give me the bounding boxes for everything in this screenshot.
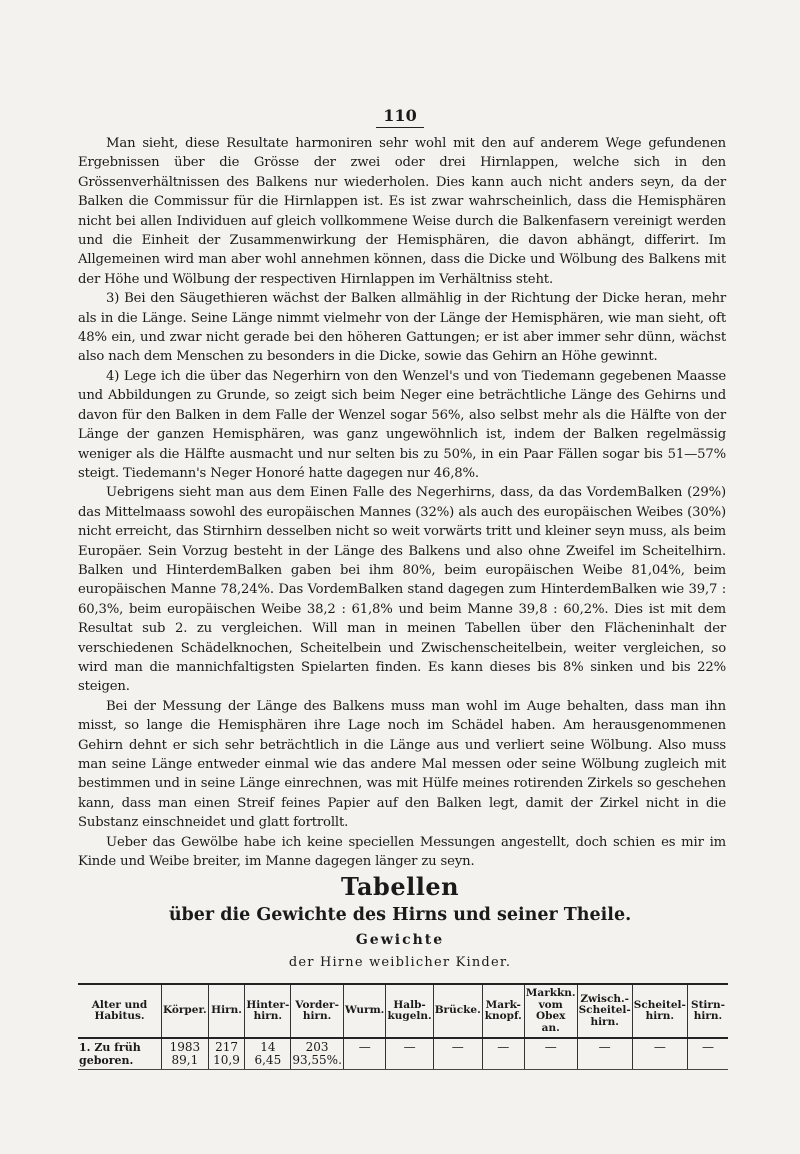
paragraph-3: 4) Lege ich die über das Negerhirn von den Wenzel's und von Tiedemann gegebenen Maasse und Abbildungen zu Grunde, so zeigt sich beim Neger eine beträchtliche Länge des Gehirns und davon für den Balken in dem Falle der Wenzel sogar 56%, also selbst mehr als die Hälfte von der Länge der ganzen Hemisphären, was ganz ungewöhnlich ist, indem der Balken regelmässig weniger als die Hälfte ausmacht und nur selten bis zu 50%, in ein Paar Fällen sogar bis 51—57% steigt. Tiedemann's Neger Honoré hatte dagegen nur 46,8%.	[78, 368, 726, 481]
col-header-hindbrain: Hinter-hirn.	[245, 984, 291, 1038]
col-header-pons: Brücke.	[433, 984, 482, 1038]
body-text	[78, 134, 726, 871]
section-title: Tabellen	[340, 872, 460, 901]
table-header-row	[78, 984, 728, 1038]
col-header-forebrain: Vorder-hirn.	[291, 984, 344, 1038]
table-cell: —	[482, 1038, 524, 1070]
table-cell: —	[433, 1038, 482, 1070]
col-header-medulla-obex: Markkn. vom Obex an.	[524, 984, 577, 1038]
col-header-interparietal: Zwisch.-Scheitel-hirn.	[577, 984, 632, 1038]
col-header-parietal: Scheitel-hirn.	[632, 984, 687, 1038]
col-header-body: Körper.	[162, 984, 209, 1038]
table-row	[78, 1038, 728, 1070]
table-cell: 14 6,45	[245, 1038, 291, 1070]
col-header-hemispheres: Halb-kugeln.	[386, 984, 433, 1038]
table-cell: —	[524, 1038, 577, 1070]
table-cell: 217 10,9	[208, 1038, 245, 1070]
paragraph-2: 3) Bei den Säugethieren wächst der Balken allmählig in der Richtung der Dicke heran, mehr als in die Länge. Seine Länge nimmt vielmehr von der Länge der Hemisphären, wie man sieht, oft 48% ein, und zwar nicht gerade bei den höheren Gattungen; er ist aber immer sehr dünn, wächst also nach dem Menschen zu besonders in die Dicke, sowie das Gehirn an Höhe gewinnt.	[78, 291, 726, 365]
page-number-rule	[376, 127, 424, 128]
paragraph-6: Ueber das Gewölbe habe ich keine speciellen Messungen angestellt, doch schien es mir im Kinde und Weibe breiter, im Manne dagegen länger zu seyn.	[78, 834, 726, 870]
table-cell: —	[386, 1038, 433, 1070]
table-cell: —	[343, 1038, 386, 1070]
section-subtitle: über die Gewichte des Hirns und seiner Theile.	[168, 905, 632, 925]
col-header-frontal: Stirn-hirn.	[687, 984, 728, 1038]
table-cell: —	[687, 1038, 728, 1070]
table-cell: —	[632, 1038, 687, 1070]
table-subheading: der Hirne weiblicher Kinder.	[288, 955, 512, 970]
weights-table	[78, 983, 728, 1070]
table-cell: 1983 89,1	[162, 1038, 209, 1070]
row-label: 1. Zu früh geboren.	[78, 1038, 162, 1070]
page-number: 110	[0, 106, 800, 128]
table-heading: Gewichte	[355, 932, 445, 948]
table-cell: —	[577, 1038, 632, 1070]
col-header-age: Alter und Habitus.	[78, 984, 162, 1038]
paragraph-5: Bei der Messung der Länge des Balkens muss man wohl im Auge behalten, dass man ihn misst, so lange die Hemisphären ihre Lage noch im Schädel haben. Am herausgenommenen Gehirn dehnt er sich sehr beträchtlich in die Länge aus und verliert seine Wölbung. Also muss man seine Länge entweder einmal wie das andere Mal messen oder seine Wölbung zugleich mit bestimmen und in seine Länge einrechnen, was mit Hülfe meines rotirenden Zirkels so geschehen kann, dass man einen Streif feines Papier auf den Balken legt, damit der Zirkel nicht in die Substanz einschneidet und glatt fortrollt.	[78, 698, 726, 831]
table-cell: 203 93,55%.	[291, 1038, 344, 1070]
col-header-vermis: Wurm.	[343, 984, 386, 1038]
col-header-medulla: Mark-knopf.	[482, 984, 524, 1038]
paragraph-1: Man sieht, diese Resultate harmoniren sehr wohl mit den auf anderem Wege gefundenen Ergebnissen über die Grösse der zwei oder drei Hirnlappen, welche sich in den Grössenverhältnissen des Balkens nur wiederholen. Dies kann auch nicht anders seyn, da der Balken die Commissur für die Hirnlappen ist. Es ist zwar wahrscheinlich, dass die Hemisphären nicht bei allen Individuen auf gleich vollkommene Weise durch die Balkenfasern vereinigt werden und die Einheit der Zusammenwirkung der Hemisphären, die davon abhängt, differirt. Im Allgemeinen wird man aber wohl annehmen können, dass die Dicke und Wölbung des Balkens mit der Höhe und Wölbung der respectiven Hirnlappen im Verhältniss steht.	[78, 136, 726, 287]
col-header-brain: Hirn.	[208, 984, 245, 1038]
paragraph-4: Uebrigens sieht man aus dem Einen Falle des Negerhirns, dass, da das VordemBalken (29%) das Mittelmaass sowohl des europäischen Mannes (32%) als auch des europäischen Weibes (30%) nicht erreicht, das Stirnhirn desselben nicht so weit vorwärts tritt und kleiner seyn muss, als beim Europäer. Sein Vorzug besteht in der Länge des Balkens und also ohne Zweifel im Scheitelhirn. Balken und HinterdemBalken gaben bei ihm 80%, beim europäischen Weibe 81,04%, beim europäischen Manne 78,24%. Das VordemBalken stand dagegen zum HinterdemBalken wie 39,7 : 60,3%, beim europäischen Weibe 38,2 : 61,8% und beim Manne 39,8 : 60,2%. Dies ist mit dem Resultat sub 2. zu vergleichen. Will man in meinen Tabellen über den Flächeninhalt der verschiedenen Schädelknochen, Scheitelbein und Zwischenscheitelbein, weiter vergleichen, so wird man die mannichfaltigsten Spielarten finden. Es kann dieses bis 8% sinken und bis 22% steigen.	[78, 485, 726, 695]
